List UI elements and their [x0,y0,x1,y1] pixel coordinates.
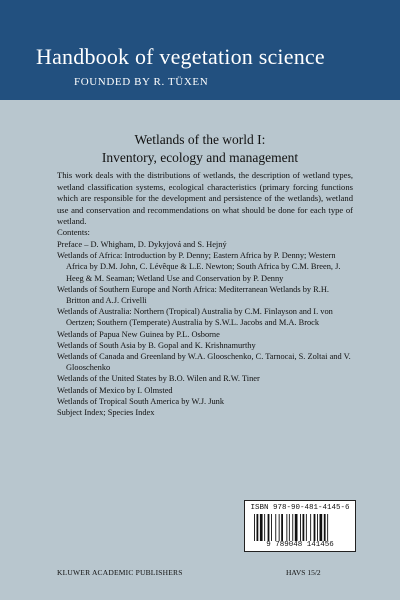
publisher-name: KLUWER ACADEMIC PUBLISHERS [57,568,183,577]
barcode-icon [253,514,347,541]
contents-item: Wetlands of South Asia by B. Gopal and K. Krishnamurthy [57,340,256,350]
book-description: This work deals with the distributions of wetlands, the description of wetland types, wetland classification systems, ecological characteristics (primary forcing functions which are responsible for the development and persistence of the wetlands), wetland use and conservation and recommendations on what should be done for each type of wetland. [57,170,353,227]
contents-item: Wetlands of Tropical South America by W.J. Junk [57,396,225,406]
contents-item: Wetlands of Papua New Guinea by P.L. Osborne [57,329,220,339]
barcode-label [244,500,356,552]
barcode-digits: 9 789048 141456 [266,541,334,549]
book-title [0,131,400,167]
contents-label: Contents: [57,227,90,237]
book-title-line-1: Wetlands of the world I: [134,132,266,147]
book-title-line-2: Inventory, ecology and management [101,150,299,165]
isbn-text: ISBN 978-90-481-4145-6 [250,504,350,512]
series-code: HAVS 15/2 [286,568,321,577]
contents-item: Wetlands of Southern Europe and North Africa: Mediterranean Wetlands by R.H. Britton and A.J. Crivelli [57,284,330,306]
contents-item: Wetlands of Canada and Greenland by W.A. Glooschenko, C. Tarnocai, S. Zoltai and V. Glooschenko [57,352,351,373]
contents-item: Wetlands of the United States by B.O. Wilen and R.W. Tiner [57,374,260,384]
contents-item: Wetlands of Australia: Northern (Tropical) Australia by C.M. Finlayson and I. von Oertzen; Southern (Temperate) Australia by S.W.L. Jacobs and M.A. Brock [57,307,333,328]
contents-item: Wetlands of Africa: Introduction by P. Denny; Eastern Africa by P. Denny; Western Africa by D.M. John, C. Lévêque & L.E. Newton; South Africa by C.M. Breen, J. Heeg & M. Seaman; Wetland Use and Conservation by P. Denny [57,251,341,283]
contents-item: Wetlands of Mexico by I. Olmsted [57,385,173,395]
series-subtitle: FOUNDED BY R. TÜXEN [74,76,209,88]
contents-item: Subject Index; Species Index [57,408,155,418]
series-title: Handbook of vegetation science [36,44,325,69]
contents-item: Preface – D. Whigham, D. Dykyjová and S. Hejný [57,240,227,249]
contents-list [57,239,353,418]
